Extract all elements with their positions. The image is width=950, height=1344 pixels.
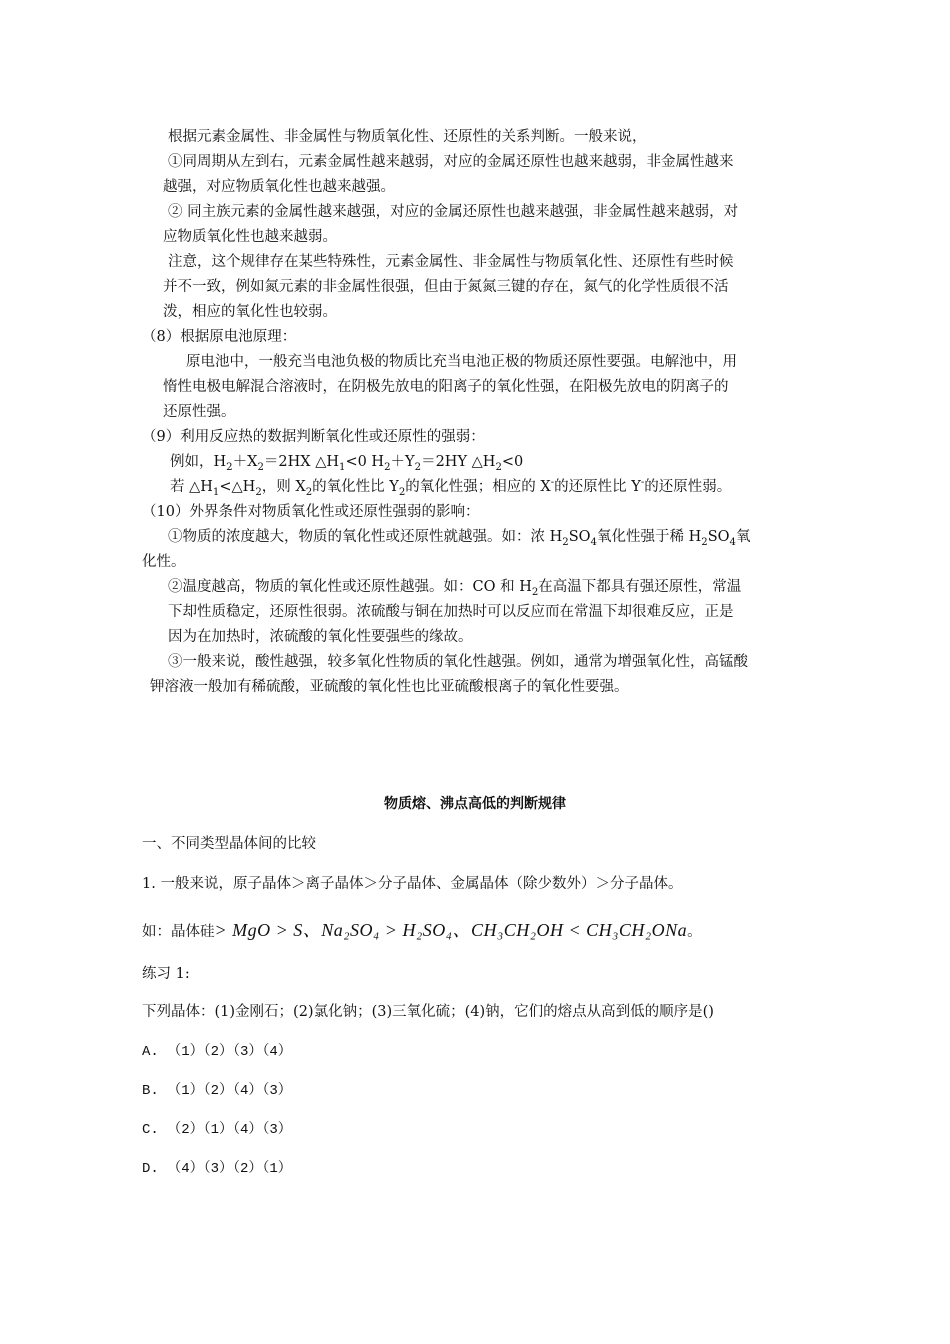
rule9-conclusion-text: <△H <box>219 479 256 495</box>
rule8-line1: 原电池中，一般充当电池负极的物质比充当电池正极的物质还原性要强。电解池中，用 <box>186 354 737 370</box>
rule9-example-text: 例如，H <box>170 454 227 470</box>
option-c: C. （2）（1）（4）（3） <box>142 1122 292 1138</box>
practice-label: 练习 1: <box>142 966 190 982</box>
rule10-item2-text: 在高温下都具有强还原性，常温 <box>538 579 742 595</box>
subscript: 2 <box>398 486 406 498</box>
rule9-example-text: ＋Y <box>390 454 415 470</box>
rule9-example-text: <0 H <box>345 454 385 470</box>
subscript: 2 <box>701 536 708 548</box>
rule9-conclusion-text: 的还原性弱。 <box>644 479 732 495</box>
rule9-example <box>170 450 523 475</box>
superscript: - <box>640 477 645 489</box>
rule10-item1-text: 氧化性强于稀 H <box>597 529 702 545</box>
rule8-heading: （8）根据原电池原理： <box>142 329 297 345</box>
rule7-intro: 根据元素金属性、非金属性与物质氧化性、还原性的关系判断。一般来说， <box>168 129 647 145</box>
rule10-item1-text: 氧 <box>736 529 751 545</box>
rule10-item1-line1 <box>168 525 751 550</box>
rule10-item3-line2: 钾溶液一般加有稀硫酸，亚硫酸的氧化性也比亚硫酸根离子的氧化性要强。 <box>150 679 629 695</box>
rule10-item1-text: SO <box>568 529 591 545</box>
subscript: 2 <box>414 461 422 473</box>
rule9-example-text: ＝2HX △H <box>263 454 339 470</box>
rule10-item3-line1: ③一般来说，酸性越强，较多氧化性物质的氧化性越强。例如，通常为增强氧化性，高锰酸 <box>168 654 748 670</box>
rule9-conclusion-text: 的氧化性比 Y <box>312 479 399 495</box>
example-end: 。 <box>687 924 702 940</box>
rule7-note-line1: 注意，这个规律存在某些特殊性，元素金属性、非金属性与物质氧化性、还原性有些时候 <box>168 254 734 270</box>
subscript: 4 <box>590 536 597 548</box>
rule7-note-line3: 泼，相应的氧化性也较弱。 <box>163 304 337 320</box>
rule7-item2-line1: ② 同主族元素的金属性越来越强，对应的金属还原性也越来越强，非金属性越来越弱，对 <box>168 204 739 220</box>
superscript: - <box>550 477 555 489</box>
subscript: 2 <box>226 461 233 473</box>
rule10-item2-text: ②温度越高，物质的氧化性或还原性越强。如：CO 和 H <box>168 579 532 595</box>
rule10-item2-line1 <box>168 575 741 600</box>
rule7-item1-line1: ①同周期从左到右，元素金属性越来越弱，对应的金属还原性也越来越弱，非金属性越来 <box>168 154 734 170</box>
rule9-conclusion-text: 的氧化性强；相应的 X <box>405 479 551 495</box>
option-b: B. （1）（2）（4）（3） <box>142 1083 292 1099</box>
rule7-item2-line2: 应物质氧化性也越来越弱。 <box>163 229 337 245</box>
subscript: 1 <box>339 461 346 473</box>
example-formula: > MgO > S、Na₂SO₄ > H₂SO₄、CH₃CH₂OH < CH₃CH₂ONa <box>214 920 688 940</box>
subscript: 2 <box>305 486 313 498</box>
rule9-heading: （9）利用反应热的数据判断氧化性或还原性的强弱： <box>142 429 485 445</box>
rule9-example-text: <0 <box>501 454 524 470</box>
subscript: 2 <box>562 536 569 548</box>
rule10-heading: （10）外界条件对物质氧化性或还原性强弱的影响： <box>142 504 480 520</box>
subscript: 4 <box>729 536 736 548</box>
option-a: A. （1）（2）（3）（4） <box>142 1044 292 1060</box>
rule9-conclusion-text: ，则 X <box>261 479 306 495</box>
rule9-conclusion-text: 若 △H <box>170 479 213 495</box>
rule9-example-text: ＝2HY △H <box>421 454 496 470</box>
subscript: 1 <box>212 486 220 498</box>
example-label: 如：晶体硅 <box>142 924 215 940</box>
subscript: 2 <box>257 461 264 473</box>
practice-question: 下列晶体：(1)金刚石；(2)氯化钠；(3)三氧化硫；(4)钠，它们的熔点从高到低的顺序是() <box>142 1004 714 1020</box>
rule10-item1-text: ①物质的浓度越大，物质的氧化性或还原性就越强。如：浓 H <box>168 529 563 545</box>
subscript: 2 <box>531 586 539 598</box>
rule9-conclusion-text: 的还原性比 Y <box>554 479 641 495</box>
rule10-item2-line3: 因为在加热时，浓硫酸的氧化性要强些的缘故。 <box>168 629 473 645</box>
subscript: 2 <box>384 461 391 473</box>
option-d: D. （4）（3）（2）（1） <box>142 1161 292 1177</box>
example-line <box>142 918 702 945</box>
section-subheading: 一、不同类型晶体间的比较 <box>142 836 316 852</box>
subscript: 2 <box>495 461 502 473</box>
rule8-line3: 还原性强。 <box>163 404 236 420</box>
rule10-item1-line2: 化性。 <box>142 554 186 570</box>
rule10-item2-line2: 下却性质稳定，还原性很弱。浓硫酸与铜在加热时可以反应而在常温下却很难反应，正是 <box>168 604 734 620</box>
rule8-line2: 惰性电极电解混合溶液时，在阴极先放电的阳离子的氧化性强，在阳极先放电的阴离子的 <box>163 379 729 395</box>
section-title: 物质熔、沸点高低的判断规律 <box>384 796 566 812</box>
rule7-note-line2: 并不一致，例如氮元素的非金属性很强，但由于氮氮三键的存在，氮气的化学性质很不活 <box>163 279 729 295</box>
rule9-conclusion <box>170 475 731 500</box>
rule10-item1-text: SO <box>707 529 730 545</box>
rule7-item1-line2: 越强，对应物质氧化性也越来越强。 <box>163 179 395 195</box>
rule9-example-text: ＋X <box>232 454 258 470</box>
rule1-text: 1. 一般来说，原子晶体＞离子晶体＞分子晶体、金属晶体（除少数外）＞分子晶体。 <box>142 876 683 892</box>
subscript: 2 <box>255 486 262 498</box>
